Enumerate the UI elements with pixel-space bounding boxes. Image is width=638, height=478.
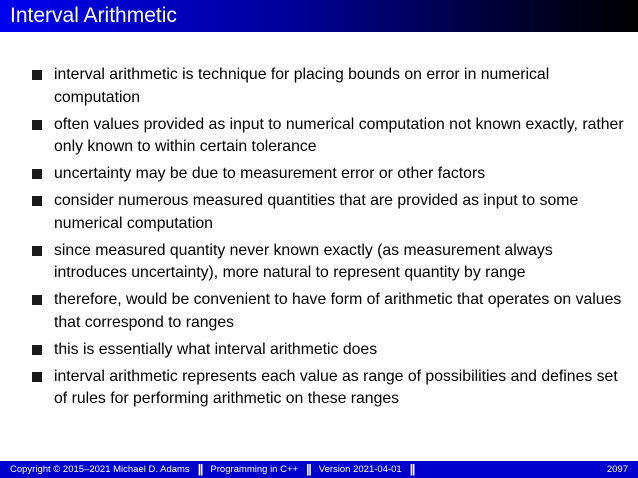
bullet-text: consider numerous measured quantities that are provided as input to some numerical computation bbox=[54, 192, 579, 232]
bullet-item bbox=[32, 339, 628, 362]
bullet-item bbox=[32, 240, 628, 285]
bullet-text: often values provided as input to numerical computation not known exactly, rather only known to within certain tolerance bbox=[54, 115, 624, 155]
square-bullet-icon bbox=[32, 372, 42, 382]
footer-separator: || bbox=[197, 462, 203, 476]
footer-version: Version 2021-04-01 bbox=[318, 464, 402, 475]
square-bullet-icon bbox=[32, 120, 42, 130]
square-bullet-icon bbox=[32, 295, 42, 305]
square-bullet-icon bbox=[32, 246, 42, 256]
footer-bar bbox=[0, 461, 638, 478]
page-number: 2097 bbox=[606, 464, 628, 475]
footer-info bbox=[10, 461, 422, 478]
bullet-item bbox=[32, 289, 628, 334]
footer-course: Programming in C++ bbox=[210, 464, 299, 475]
title-bar bbox=[0, 0, 638, 32]
bullet-list bbox=[32, 64, 628, 415]
slide-title: Interval Arithmetic bbox=[10, 4, 177, 27]
bullet-text: since measured quantity never known exactly (as measurement always introduces uncertainty), more natural to represent quantity by range bbox=[54, 241, 553, 281]
bullet-item bbox=[32, 114, 628, 159]
bullet-item bbox=[32, 163, 628, 186]
bullet-text: interval arithmetic is technique for placing bounds on error in numerical computation bbox=[54, 66, 550, 106]
bullet-text: this is essentially what interval arithmetic does bbox=[54, 340, 378, 358]
bullet-item bbox=[32, 64, 628, 109]
bullet-text: interval arithmetic represents each value as range of possibilities and defines set of rules for performing arithmetic on these ranges bbox=[54, 367, 618, 407]
square-bullet-icon bbox=[32, 70, 42, 80]
bullet-item bbox=[32, 366, 628, 411]
bullet-text: therefore, would be convenient to have form of arithmetic that operates on values that correspond to ranges bbox=[54, 291, 622, 331]
bullet-text: uncertainty may be due to measurement error or other factors bbox=[54, 165, 486, 182]
bullet-item bbox=[32, 190, 628, 235]
square-bullet-icon bbox=[32, 345, 42, 355]
square-bullet-icon bbox=[32, 169, 42, 179]
footer-copyright: Copyright © 2015–2021 Michael D. Adams bbox=[10, 464, 190, 475]
square-bullet-icon bbox=[32, 196, 42, 206]
footer-separator: || bbox=[409, 462, 415, 476]
footer-separator: || bbox=[306, 462, 311, 476]
